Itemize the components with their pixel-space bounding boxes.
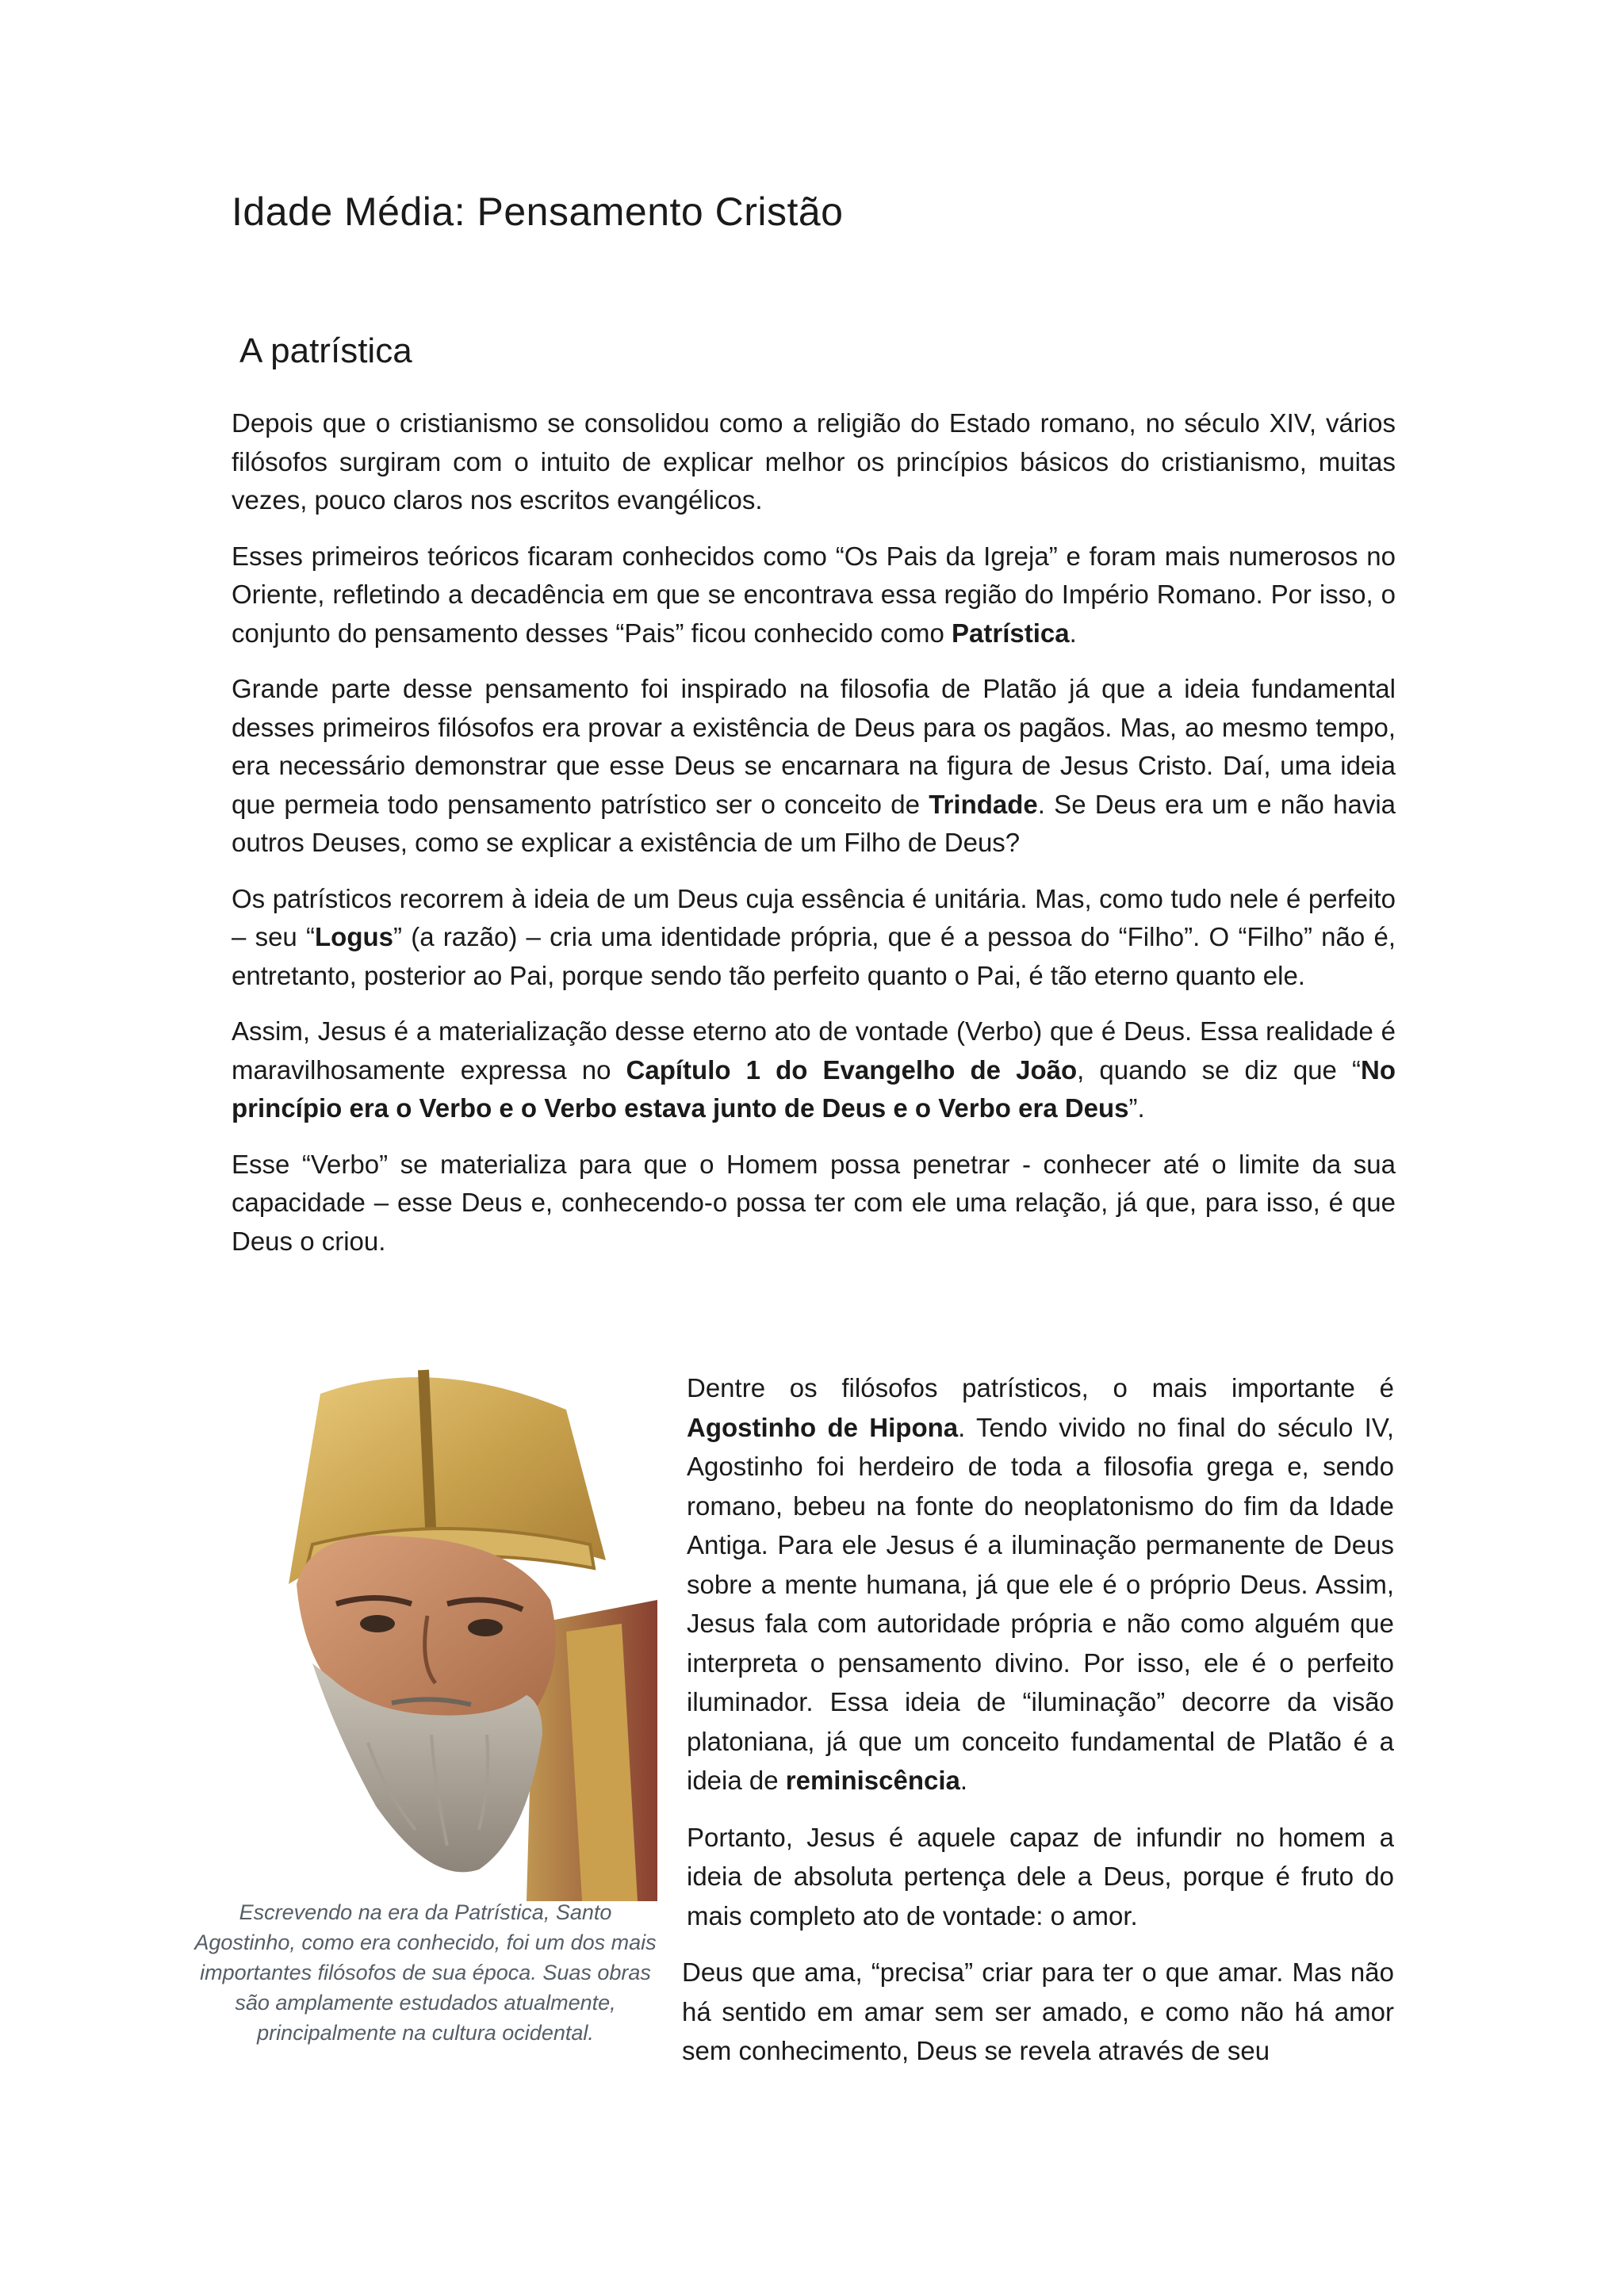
paragraph-text: Depois que o cristianismo se consolidou como a religião do Estado romano, no século XIV, vários filósofos surgiram com o intuito de explicar melhor os princípios básicos do cristianismo, muitas vezes, pouco claros nos escritos evangélicos. — [232, 408, 1396, 515]
paragraph — [232, 1146, 1396, 1261]
paragraph-text: , quando se diz que “ — [1077, 1054, 1361, 1085]
paragraph — [687, 1368, 1394, 1800]
saint-augustine-portrait — [193, 1362, 657, 1901]
section-heading: A patrística — [239, 331, 412, 370]
bold-name-agostinho: Agostinho de Hipona — [687, 1412, 959, 1442]
bold-term-reminiscencia: reminiscência — [785, 1766, 960, 1795]
paragraph — [682, 1953, 1394, 2071]
paragraph — [232, 1012, 1396, 1128]
body-text — [232, 404, 1396, 1278]
paragraph-text: ”. — [1128, 1093, 1145, 1123]
paragraph-text: Dentre os filósofos patrísticos, o mais importante é — [687, 1373, 1394, 1402]
bold-reference: Capítulo 1 do Evangelho de João — [626, 1054, 1078, 1085]
paragraph-text: Deus que ama, “precisa” criar para ter o que amar. Mas não há sentido em amar sem ser amado, e como não há amor sem conhecimento, Deus se revela através de seu — [682, 1957, 1394, 2065]
paragraph-text: ” (a razão) – cria uma identidade própria, que é a pessoa do “Filho”. O “Filho” não é, entretanto, posterior ao Pai, porque sendo tão perfeito quanto o Pai, é tão eterno quanto ele. — [232, 922, 1396, 990]
paragraph — [232, 670, 1396, 863]
paragraph — [232, 880, 1396, 996]
page-title: Idade Média: Pensamento Cristão — [232, 189, 844, 234]
paragraph — [687, 1818, 1394, 1936]
paragraph-text: . Se Deus era um e não havia outros Deuses, como se explicar a existência de um Filho de Deus? — [232, 789, 1396, 857]
paragraph-text: . Tendo vivido no final do século IV, Agostinho foi herdeiro de toda a filosofia grega e, sendo romano, bebeu na fonte do neoplatonismo do fim da Idade Antiga. Para ele Jesus é a iluminação permanente de Deus sobre a mente humana, já que ele é o próprio Deus. Assim, Jesus fala com autoridade própria e não como alguém que interpreta o pensamento divino. Por isso, ele é o perfeito iluminador. Essa ideia de “iluminação” decorre da visão platoniana, já que um conceito fundamental de Platão é a ideia de — [687, 1412, 1394, 1795]
paragraph-text: Esses primeiros teóricos ficaram conhecidos como “Os Pais da Igreja” e foram mais numerosos no Oriente, refletindo a decadência em que se encontrava essa região do Império Romano. Por isso, o conjunto do pensamento desses “Pais” ficou conhecido como — [232, 541, 1396, 648]
bold-term-logus: Logus — [315, 922, 393, 951]
paragraph-text: Portanto, Jesus é aquele capaz de infundir no homem a ideia de absoluta pertença dele a Deus, porque é fruto do mais completo ato de vontade: o amor. — [687, 1822, 1394, 1931]
paragraph-text: Os patrísticos recorrem à ideia de um Deus cuja essência é unitária. Mas, como tudo nele é perfeito – seu “ — [232, 883, 1396, 951]
paragraph-text: . — [959, 1766, 968, 1795]
bold-quote: No princípio era o Verbo e o Verbo estava junto de Deus e o Verbo era Deus — [232, 1054, 1396, 1123]
paragraph — [232, 404, 1396, 520]
bold-term-trindade: Trindade — [929, 789, 1038, 819]
paragraph-text: Assim, Jesus é a materialização desse eterno ato de vontade (Verbo) que é Deus. Essa realidade é maravilhosamente expressa no — [232, 1016, 1396, 1085]
paragraph — [232, 538, 1396, 653]
side-text-column — [682, 1368, 1394, 2088]
bold-term-patristica: Patrística — [952, 618, 1070, 648]
figure-caption: Escrevendo na era da Patrística, Santo Agostinho, como era conhecido, foi um dos mais importantes filósofos de sua época. Suas obras são amplamente estudados atualmente, principalmente na cultura ocidental. — [194, 1900, 657, 2045]
paragraph-text: . — [1069, 618, 1077, 648]
paragraph-text: Grande parte desse pensamento foi inspirado na filosofia de Platão já que a ideia fundamental desses primeiros filósofos era provar a existência de Deus para os pagãos. Mas, ao mesmo tempo, era necessário demonstrar que esse Deus se encarnara na figura de Jesus Cristo. Daí, uma ideia que permeia todo pensamento patrístico ser o conceito de — [232, 674, 1396, 819]
paragraph-text: Esse “Verbo” se materializa para que o Homem possa penetrar - conhecer até o limite da sua capacidade – esse Deus e, conhecendo-o possa ter com ele uma relação, já que, para isso, é que Deus o criou. — [232, 1149, 1396, 1256]
